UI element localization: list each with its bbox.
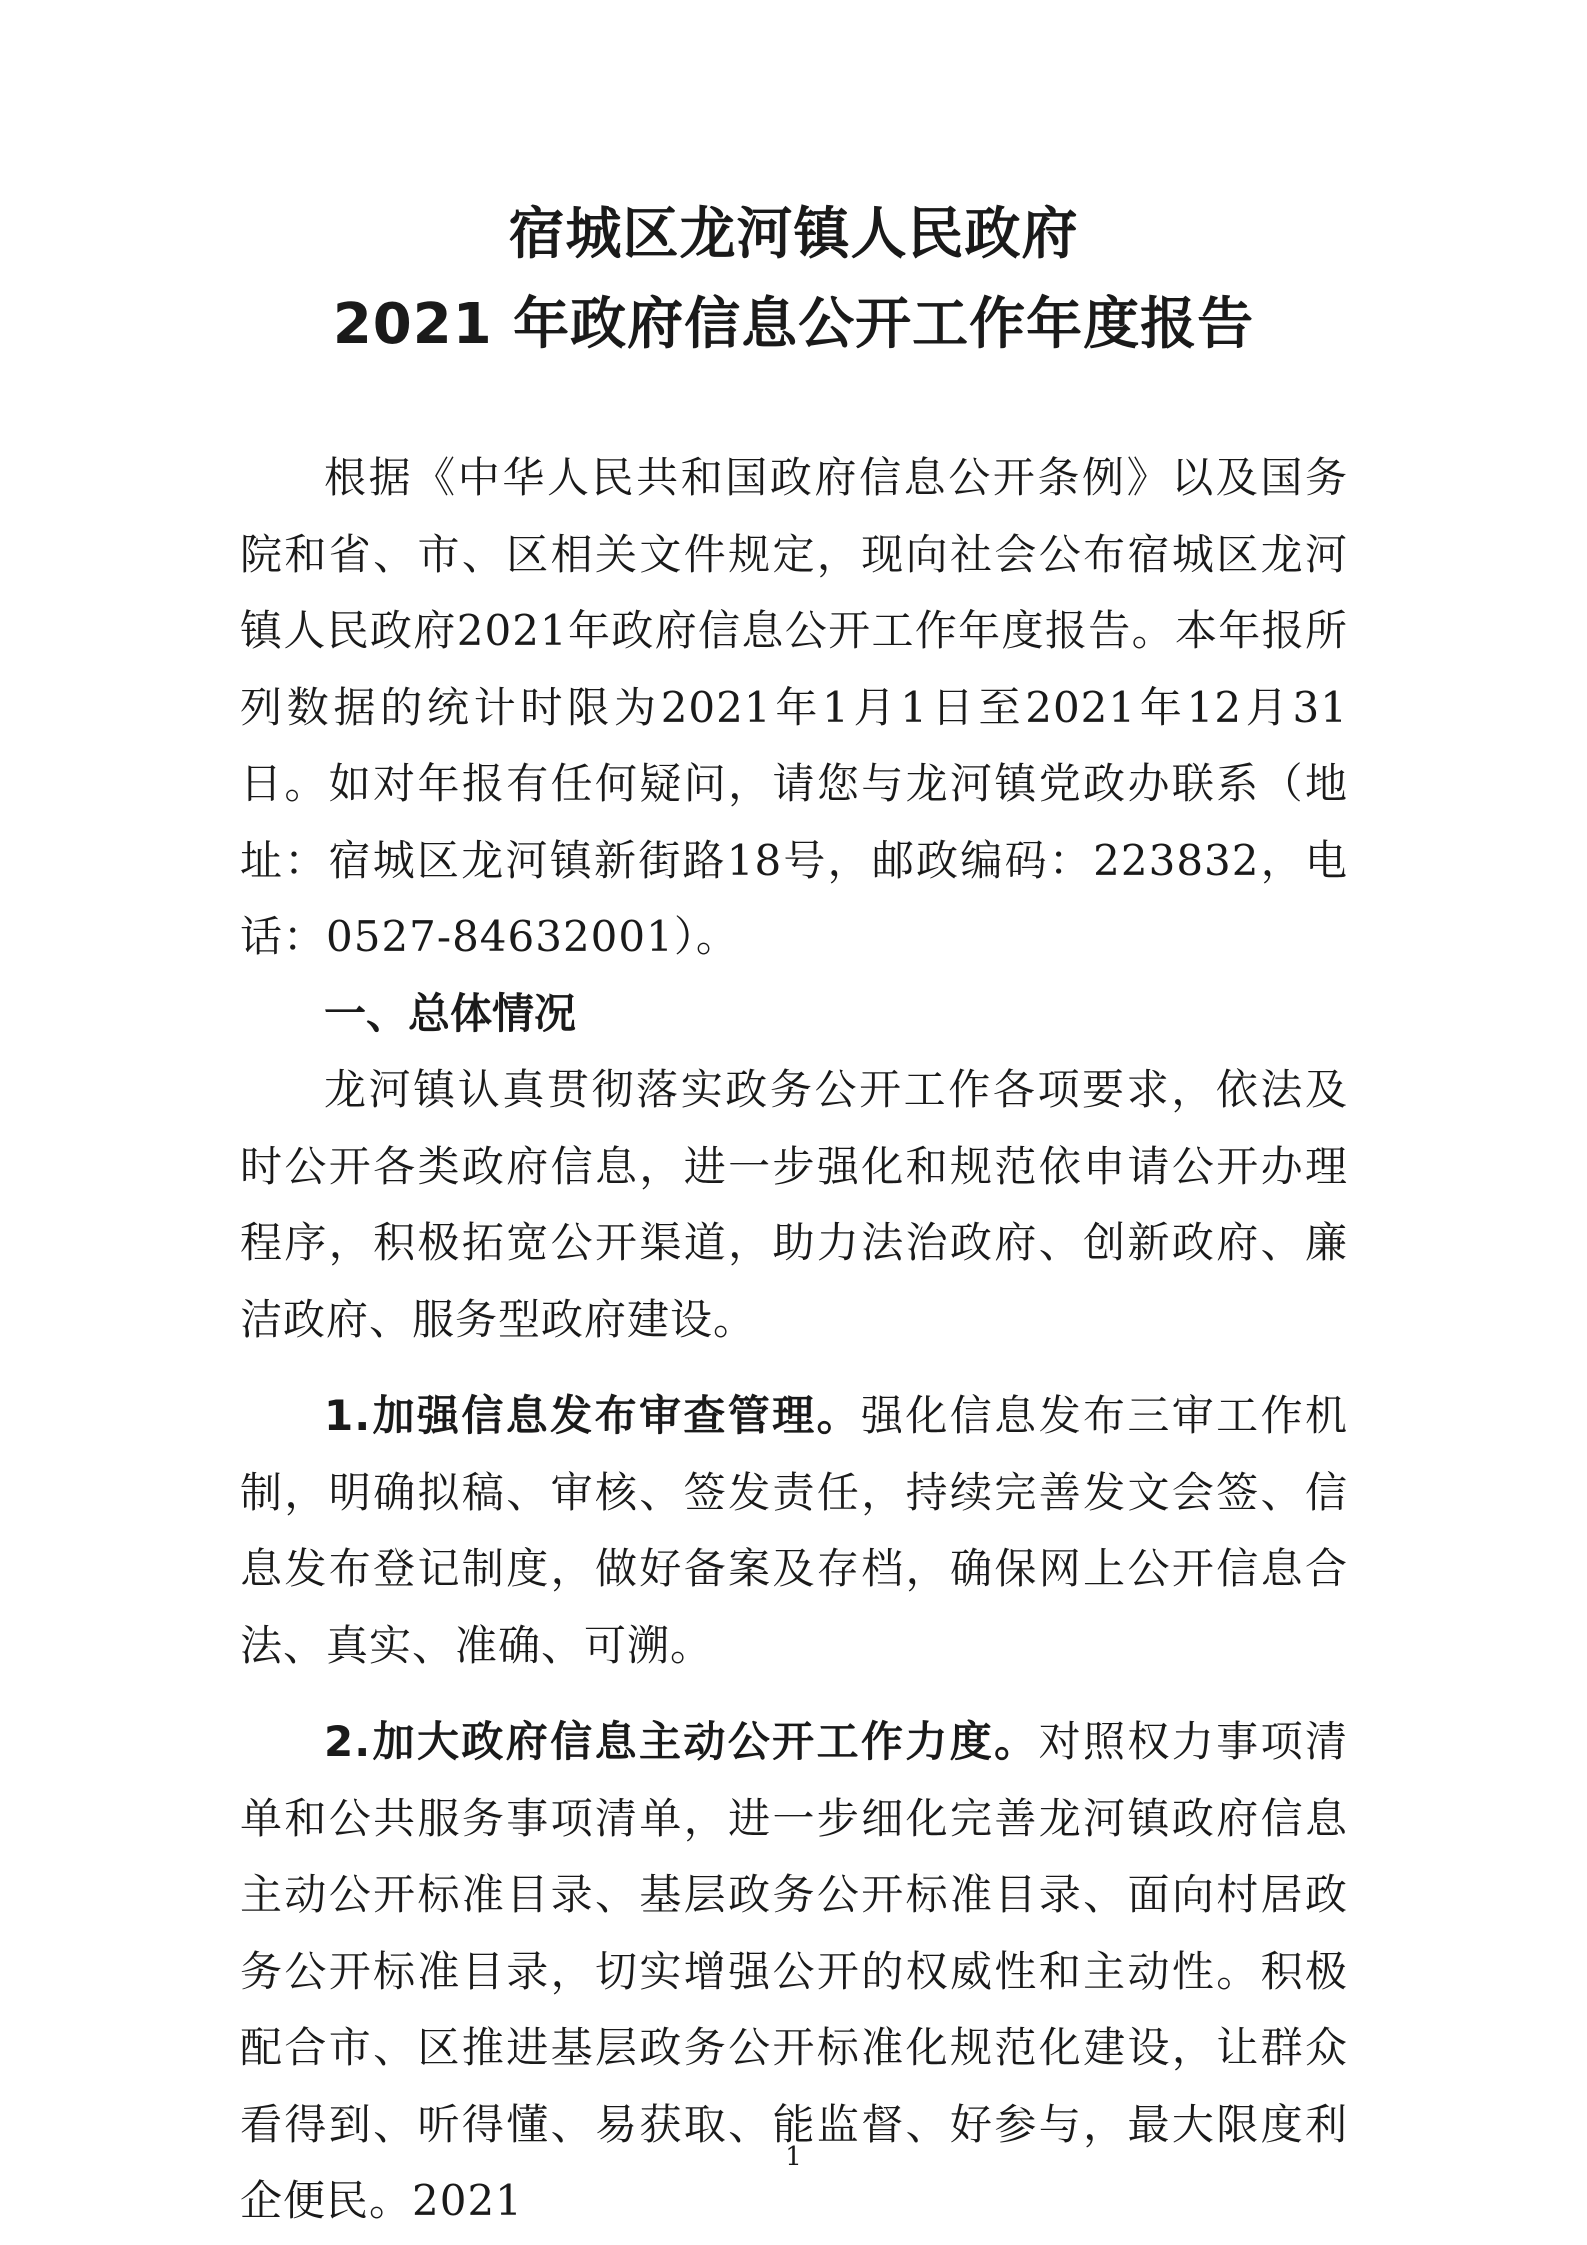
section-heading-overview: 一、总体情况 [324, 988, 577, 1038]
item-2-text: 对照权力事项清单和公共服务事项清单，进一步细化完善龙河镇政府信息主动公开标准目录、基层政务公开标准目录、面向村居政务公开标准目录，切实增强公开的权威性和主动性。积极配合市、区推进基层政务公开标准化规范化建设，让群众看得到、听得懂、易获取、能监督、好参与，最大限度利企便民。2021 [240, 1717, 1348, 2225]
document-title [0, 190, 1587, 370]
item-1-paragraph [240, 1378, 1348, 1684]
item-2-lead: 2.加大政府信息主动公开工作力度。 [324, 1717, 1039, 1766]
title-line-2: 2021 年政府信息公开工作年度报告 [332, 292, 1255, 357]
intro-paragraph: 根据《中华人民共和国政府信息公开条例》以及国务院和省、市、区相关文件规定，现向社会公布宿城区龙河镇人民政府2021年政府信息公开工作年度报告。本年报所列数据的统计时限为2021年1月1日至2021年12月31日。如对年报有任何疑问，请您与龙河镇党政办联系（地址：宿城区龙河镇新街路18号，邮政编码：223832，电话：0527-84632001）。 [240, 453, 1348, 961]
item-1-lead: 1.加强信息发布审查管理。 [324, 1391, 861, 1440]
item-1-text: 强化信息发布三审工作机制，明确拟稿、审核、签发责任，持续完善发文会签、信息发布登记制度，做好备案及存档，确保网上公开信息合法、真实、准确、可溯。 [240, 1391, 1348, 1670]
title-line-1: 宿城区龙河镇人民政府 [508, 202, 1079, 267]
document-body [240, 440, 1348, 2240]
overview-paragraph: 龙河镇认真贯彻落实政务公开工作各项要求，依法及时公开各类政府信息，进一步强化和规范依申请公开办理程序，积极拓宽公开渠道，助力法治政府、创新政府、廉洁政府、服务型政府建设。 [240, 1065, 1348, 1344]
page-number: 1 [785, 2142, 802, 2172]
